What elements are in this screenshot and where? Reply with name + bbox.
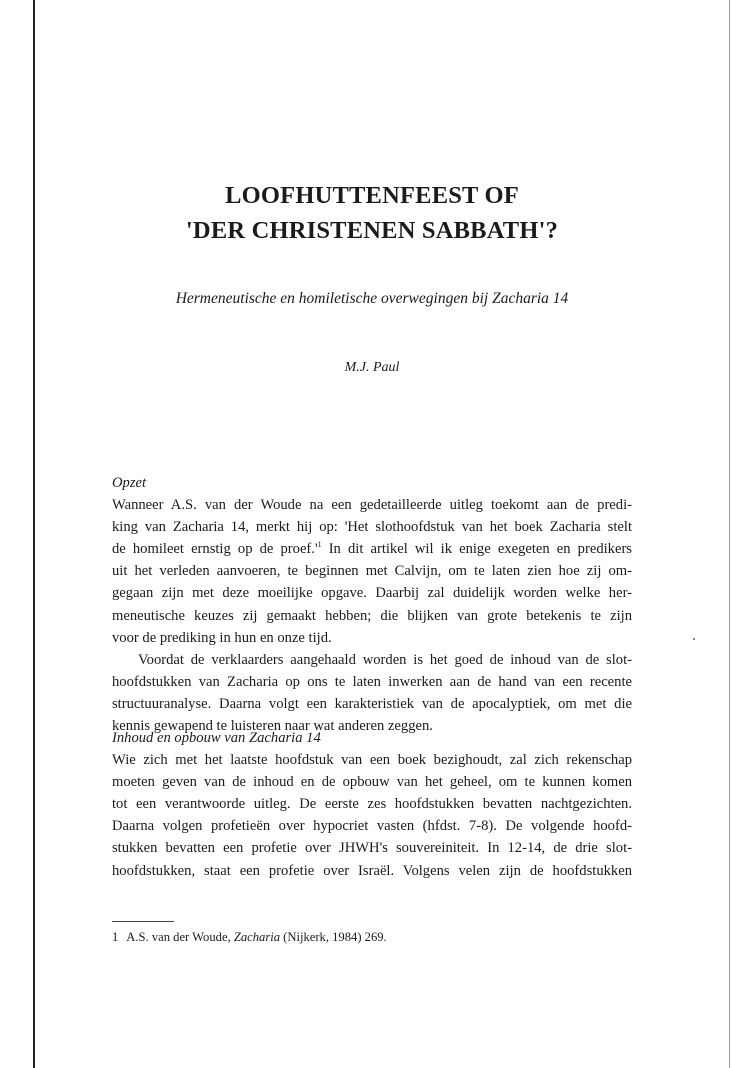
paragraph-line: voor de prediking in hun en onze tijd.	[112, 629, 332, 646]
paragraph-line: Daarna volgen profetieën over hypocriet vasten (hfdst. 7-8). De volgende hoofd-	[112, 818, 632, 835]
paragraph-line: gegaan zijn met deze moeilijke opgave. Daarbij zal duidelijk worden welke her-	[112, 585, 632, 602]
title-line-2: 'DER CHRISTENEN SABBATH'?	[185, 217, 559, 244]
footnote-separator	[112, 921, 174, 922]
footnote	[112, 930, 632, 945]
paragraph-line: Voordat de verklaarders aangehaald worden is het goed de inhoud van de slot-	[138, 651, 632, 668]
footnote-number: 1	[112, 930, 119, 944]
section-opzet	[112, 472, 632, 737]
paragraph-line: Wanneer A.S. van der Woude na een gedetailleerde uitleg toekomt aan de predi-	[112, 497, 632, 514]
paragraph-line	[112, 538, 632, 560]
section-inhoud	[112, 727, 632, 882]
article-author: M.J. Paul	[344, 360, 400, 375]
section-heading-inhoud: Inhoud en opbouw van Zacharia 14	[112, 730, 321, 746]
paragraph-line: hoofdstukken, staat een profetie over Israël. Volgens velen zijn de hoofdstukken	[112, 862, 632, 879]
paragraph-line: moeten geven van de inhoud en de opbouw van het geheel, om te kunnen komen	[112, 774, 632, 791]
footnote-reference[interactable]: 1	[317, 540, 322, 550]
scan-edge-right	[729, 0, 730, 1068]
paragraph-line: structuuranalyse. Daarna volgt een karakteristiek van de apocalyptiek, om met die	[112, 695, 632, 712]
paragraph-line-part: In dit artikel wil ik enige exegeten en predikers	[321, 541, 632, 558]
scan-edge-left	[33, 0, 35, 1068]
paragraph-line: hoofdstukken van Zacharia op ons te laten inwerken aan de hand van een recente	[112, 673, 632, 690]
section-heading-opzet: Opzet	[112, 475, 147, 491]
title-line-1: LOOFHUTTENFEEST OF	[225, 182, 519, 209]
paragraph-line: king van Zacharia 14, merkt hij op: 'Het slothoofdstuk van het boek Zacharia stelt	[112, 519, 632, 536]
article-subtitle: Hermeneutische en homiletische overwegingen bij Zacharia 14	[175, 290, 569, 307]
paragraph-line: tot een verantwoorde uitleg. De eerste zes hoofdstukken bevatten nachtgezichten.	[112, 796, 632, 813]
paragraph-line: kennis gewapend te luisteren naar wat anderen zeggen.	[112, 718, 433, 735]
paragraph-line-part: de homileet ernstig op de proef.'	[112, 541, 318, 558]
paragraph-line: uit het verleden aanvoeren, te beginnen met Calvijn, om te laten zien hoe zij om-	[112, 563, 632, 580]
footnote-text: (Nijkerk, 1984) 269.	[280, 930, 387, 944]
article-title	[72, 178, 672, 248]
paragraph-line: Wie zich met het laatste hoofdstuk van een boek bezighoudt, zal zich rekenschap	[112, 752, 632, 769]
scan-speck	[693, 638, 695, 640]
footnote-book-title: Zacharia	[233, 930, 281, 944]
paragraph-line: meneutische keuzes zij gemaakt hebben; die blijken van grote betekenis te zijn	[112, 607, 632, 624]
footnote-text: A.S. van der Woude,	[126, 930, 234, 944]
paragraph-line: stukken bevatten een profetie over JHWH's souvereiniteit. In 12-14, de drie slot-	[112, 840, 632, 857]
